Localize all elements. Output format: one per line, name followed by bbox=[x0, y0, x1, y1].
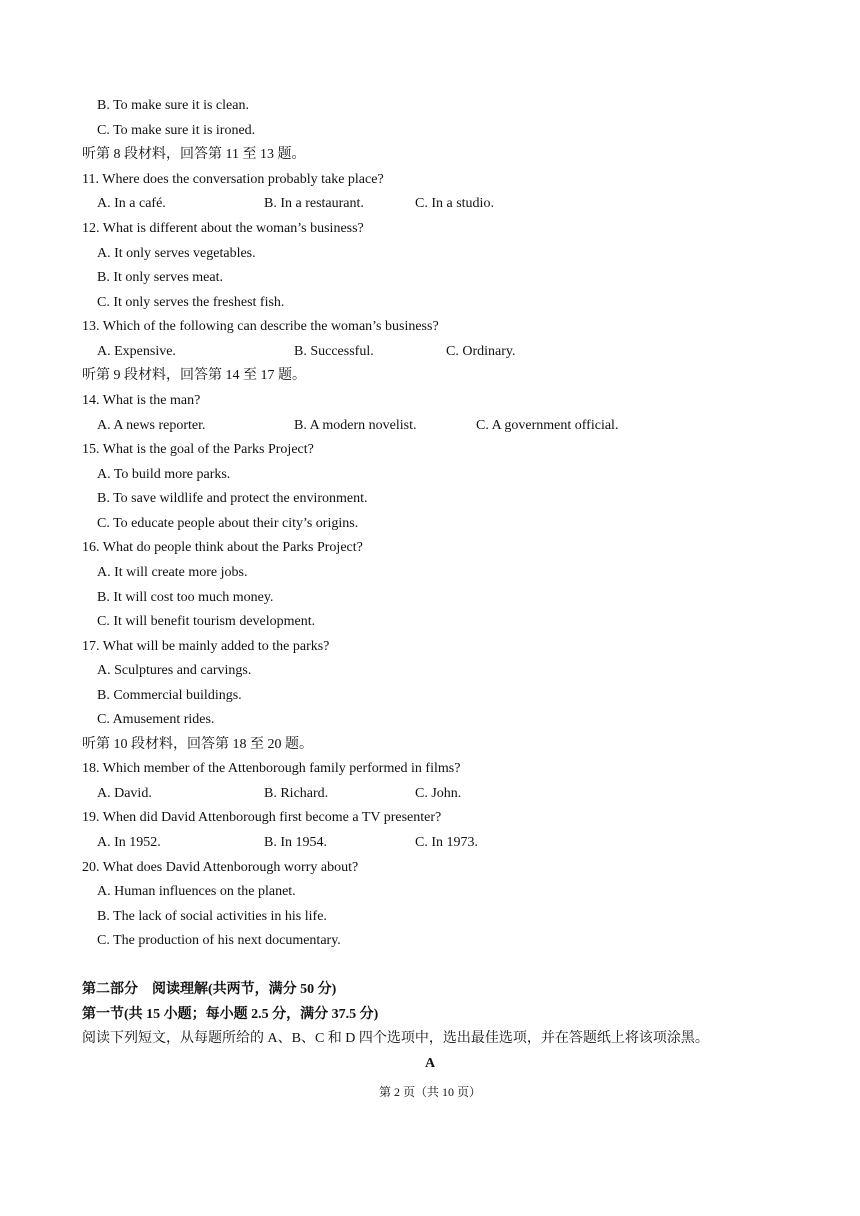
passage-label: A bbox=[424, 1056, 436, 1071]
page-footer: 第 2 页（共 10 页） bbox=[378, 1085, 481, 1099]
option-c-line: C. Amusement rides. bbox=[97, 712, 215, 727]
listening-instruction-10: 听第 10 段材料，回答第 18 至 20 题。 bbox=[82, 737, 313, 752]
option-a: A. In a café. bbox=[97, 196, 166, 211]
option-b-line: B. To save wildlife and protect the environment. bbox=[97, 491, 368, 506]
option-c-line: C. It only serves the freshest fish. bbox=[97, 295, 285, 310]
option-c-line: C. The production of his next documentary. bbox=[97, 933, 341, 948]
question-19: 19. When did David Attenborough first become a TV presenter? bbox=[82, 810, 442, 825]
option-a-line: A. Sculptures and carvings. bbox=[97, 663, 252, 678]
option-c-line: C. It will benefit tourism development. bbox=[97, 614, 316, 629]
question-18-options bbox=[0, 782, 860, 806]
part-title: 第二部分 阅读理解(共两节，满分 50 分) bbox=[82, 982, 337, 997]
option-c: C. A government official. bbox=[476, 418, 619, 433]
option-a: A. David. bbox=[97, 786, 152, 801]
option-c-line: C. To make sure it is ironed. bbox=[97, 123, 256, 138]
option-b: B. In a restaurant. bbox=[264, 196, 364, 211]
option-a: A. Expensive. bbox=[97, 344, 176, 359]
option-a-line: A. It only serves vegetables. bbox=[97, 246, 256, 261]
question-11-options bbox=[0, 192, 860, 216]
option-b-line: B. Commercial buildings. bbox=[97, 688, 242, 703]
option-c: C. John. bbox=[415, 786, 462, 801]
question-19-options bbox=[0, 831, 860, 855]
option-b-line: B. It will cost too much money. bbox=[97, 590, 274, 605]
option-a: A. A news reporter. bbox=[97, 418, 206, 433]
option-a-line: A. To build more parks. bbox=[97, 467, 231, 482]
option-b-line: B. The lack of social activities in his life. bbox=[97, 909, 327, 924]
option-a-line: A. It will create more jobs. bbox=[97, 565, 248, 580]
question-12: 12. What is different about the woman’s business? bbox=[82, 221, 364, 236]
listening-instruction-8: 听第 8 段材料，回答第 11 至 13 题。 bbox=[82, 147, 306, 162]
question-14: 14. What is the man? bbox=[82, 393, 201, 408]
option-c: C. Ordinary. bbox=[446, 344, 516, 359]
section-subtitle: 第一节(共 15 小题；每小题 2.5 分，满分 37.5 分) bbox=[82, 1007, 379, 1022]
question-20: 20. What does David Attenborough worry about? bbox=[82, 860, 359, 875]
option-b: B. Successful. bbox=[294, 344, 374, 359]
option-b: B. In 1954. bbox=[264, 835, 327, 850]
question-14-options bbox=[0, 414, 860, 438]
option-b-line: B. It only serves meat. bbox=[97, 270, 223, 285]
option-c: C. In 1973. bbox=[415, 835, 478, 850]
question-11: 11. Where does the conversation probably take place? bbox=[82, 172, 384, 187]
question-13: 13. Which of the following can describe the woman’s business? bbox=[82, 319, 439, 334]
reading-instruction: 阅读下列短文，从每题所给的 A、B、C 和 D 四个选项中，选出最佳选项，并在答题纸上将该项涂黑。 bbox=[82, 1031, 709, 1046]
option-b: B. Richard. bbox=[264, 786, 329, 801]
option-c-line: C. To educate people about their city’s origins. bbox=[97, 516, 359, 531]
option-b-line: B. To make sure it is clean. bbox=[97, 98, 249, 113]
question-13-options bbox=[0, 340, 860, 364]
option-a: A. In 1952. bbox=[97, 835, 161, 850]
question-15: 15. What is the goal of the Parks Project? bbox=[82, 442, 314, 457]
listening-instruction-9: 听第 9 段材料，回答第 14 至 17 题。 bbox=[82, 368, 306, 383]
option-b: B. A modern novelist. bbox=[294, 418, 417, 433]
option-c: C. In a studio. bbox=[415, 196, 494, 211]
question-16: 16. What do people think about the Parks Project? bbox=[82, 540, 363, 555]
question-17: 17. What will be mainly added to the parks? bbox=[82, 639, 330, 654]
question-18: 18. Which member of the Attenborough family performed in films? bbox=[82, 761, 461, 776]
option-a-line: A. Human influences on the planet. bbox=[97, 884, 296, 899]
